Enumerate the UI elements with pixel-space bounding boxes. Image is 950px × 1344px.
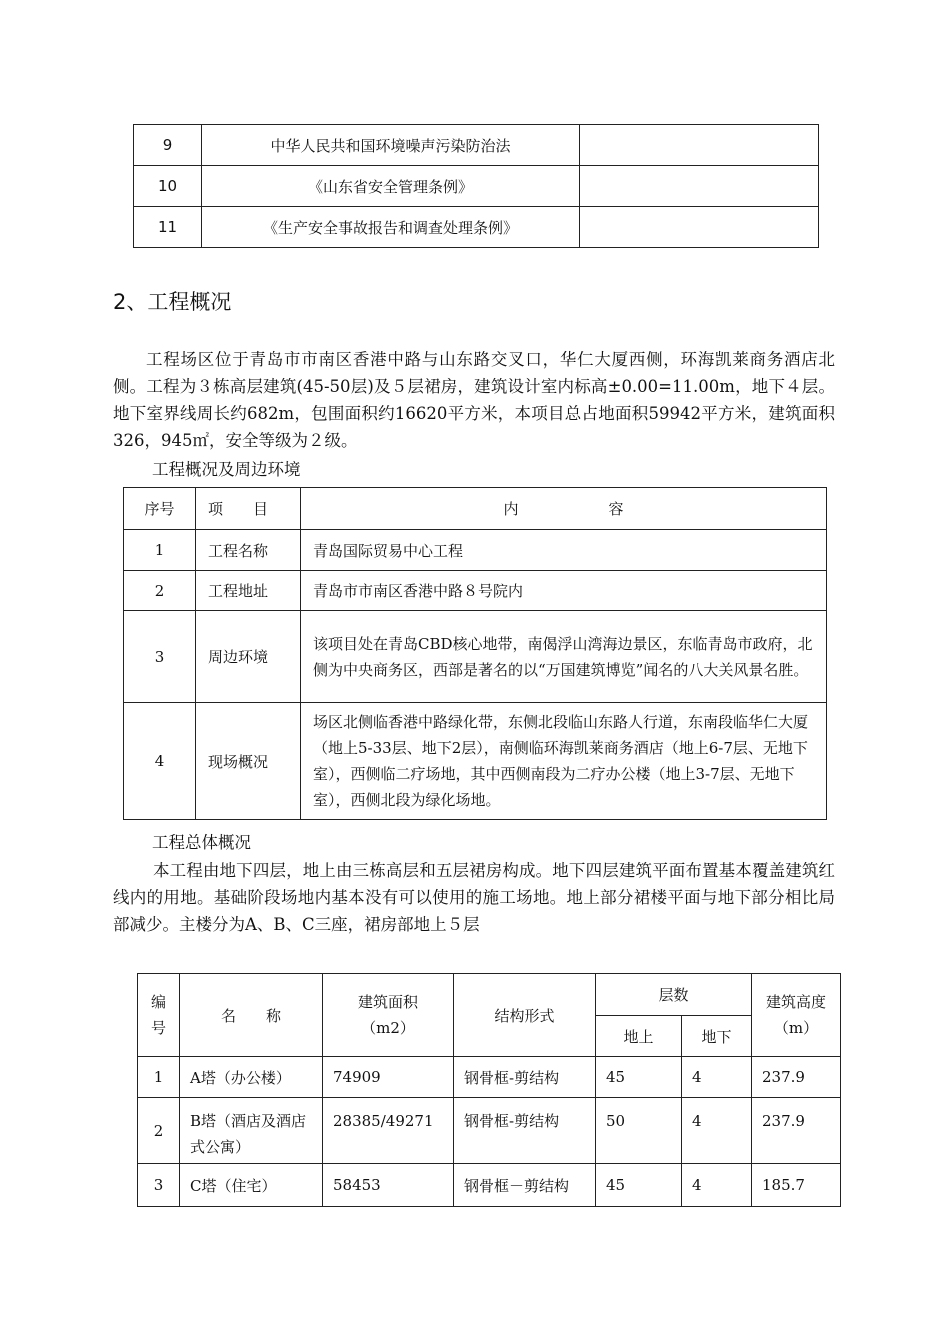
row-number: 3 [138, 1164, 180, 1207]
row-height: 237.9 [752, 1098, 841, 1164]
row-structure: 钢骨框－剪结构 [454, 1164, 596, 1207]
row-structure: 钢骨框-剪结构 [454, 1057, 596, 1098]
header-floors: 层数 [596, 974, 752, 1016]
law-note [580, 207, 819, 248]
law-note [580, 166, 819, 207]
row-below: 4 [682, 1164, 752, 1207]
row-content: 该项目处在青岛CBD核心地带，南偈浮山湾海边景区，东临青岛市政府，北侧为中央商务区，西部是著名的以“万国建筑博览”闻名的八大关风景名胜。 [301, 611, 827, 703]
law-note [580, 125, 819, 166]
law-name: 中华人民共和国环境噪声污染防治法 [202, 125, 580, 166]
header-name: 名 称 [180, 974, 323, 1057]
header-item: 项 目 [196, 488, 301, 530]
row-above: 45 [596, 1057, 682, 1098]
row-below: 4 [682, 1098, 752, 1164]
row-item: 工程名称 [196, 530, 301, 571]
row-height: 237.9 [752, 1057, 841, 1098]
law-name: 《山东省安全管理条例》 [202, 166, 580, 207]
environment-table [123, 487, 827, 820]
row-name: A塔（办公楼） [180, 1057, 323, 1098]
row-number: 2 [124, 571, 196, 611]
row-number: 11 [134, 207, 202, 248]
row-number: 9 [134, 125, 202, 166]
row-item: 周边环境 [196, 611, 301, 703]
header-height [752, 974, 841, 1057]
table-row [134, 125, 819, 166]
table-row [138, 1098, 841, 1164]
general-paragraph: 本工程由地下四层，地上由三栋高层和五层裙房构成。地下四层建筑平面布置基本覆盖建筑红线内的用地。基础阶段场地内基本没有可以使用的施工场地。地上部分裙楼平面与地下部分相比局部减少。主楼分为A、B、C三座，裙房部地上５层 [113, 861, 835, 934]
header-no: 编号 [138, 974, 180, 1057]
row-area: 28385/49271 [323, 1098, 454, 1164]
row-number: 1 [124, 530, 196, 571]
law-name: 《生产安全事故报告和调查处理条例》 [202, 207, 580, 248]
table-row [134, 207, 819, 248]
header-height-line2: （m） [773, 1019, 819, 1037]
table-row [124, 703, 827, 820]
table-header-row [124, 488, 827, 530]
header-below: 地下 [682, 1016, 752, 1057]
overview-paragraph: 工程场区位于青岛市市南区香港中路与山东路交叉口，华仁大厦西侧，环海凯莱商务酒店北侧。工程为３栋高层建筑(45-50层)及５层裙房，建筑设计室内标高±0.00=11.00m，地下４层。地下室界线周长约682m，包围面积约16620平方米，本项目总占地面积59942平方米，建筑面积326，945㎡，安全等级为２级。 [113, 350, 835, 450]
table-row [124, 611, 827, 703]
table-row [124, 530, 827, 571]
row-above: 50 [596, 1098, 682, 1164]
row-item: 工程地址 [196, 571, 301, 611]
env-table-caption: 工程概况及周边环境 [152, 460, 301, 479]
row-number: 1 [138, 1057, 180, 1098]
table-row [138, 1057, 841, 1098]
table-row [134, 166, 819, 207]
table-header-row [138, 974, 841, 1016]
row-content: 青岛国际贸易中心工程 [301, 530, 827, 571]
general-caption: 工程总体概况 [152, 833, 251, 852]
row-above: 45 [596, 1164, 682, 1207]
row-number: 3 [124, 611, 196, 703]
laws-table [133, 124, 819, 248]
row-number: 4 [124, 703, 196, 820]
header-area [323, 974, 454, 1057]
row-content: 场区北侧临香港中路绿化带，东侧北段临山东路人行道，东南段临华仁大厦（地上5-33层、地下2层），南侧临环海凯莱商务酒店（地上6-7层、无地下室），西侧临二疗场地，其中西侧南段为二疗办公楼（地上3-7层、无地下室），西侧北段为绿化场地。 [301, 703, 827, 820]
row-number: 2 [138, 1098, 180, 1164]
buildings-table [137, 973, 841, 1207]
header-no: 序号 [124, 488, 196, 530]
row-structure: 钢骨框-剪结构 [454, 1098, 596, 1164]
header-height-line1: 建筑高度 [766, 993, 827, 1011]
header-content: 内 容 [301, 488, 827, 530]
table-row [124, 571, 827, 611]
header-structure: 结构形式 [454, 974, 596, 1057]
row-name: C塔（住宅） [180, 1164, 323, 1207]
row-area: 74909 [323, 1057, 454, 1098]
table-row [138, 1164, 841, 1207]
row-number: 10 [134, 166, 202, 207]
header-area-line1: 建筑面积 [357, 993, 418, 1011]
row-name: B塔（酒店及酒店式公寓） [180, 1098, 323, 1164]
row-content: 青岛市市南区香港中路８号院内 [301, 571, 827, 611]
row-below: 4 [682, 1057, 752, 1098]
row-item: 现场概况 [196, 703, 301, 820]
row-area: 58453 [323, 1164, 454, 1207]
section-heading: 2、工程概况 [113, 290, 232, 314]
row-height: 185.7 [752, 1164, 841, 1207]
header-above: 地上 [596, 1016, 682, 1057]
header-area-line2: （m2） [361, 1019, 415, 1037]
